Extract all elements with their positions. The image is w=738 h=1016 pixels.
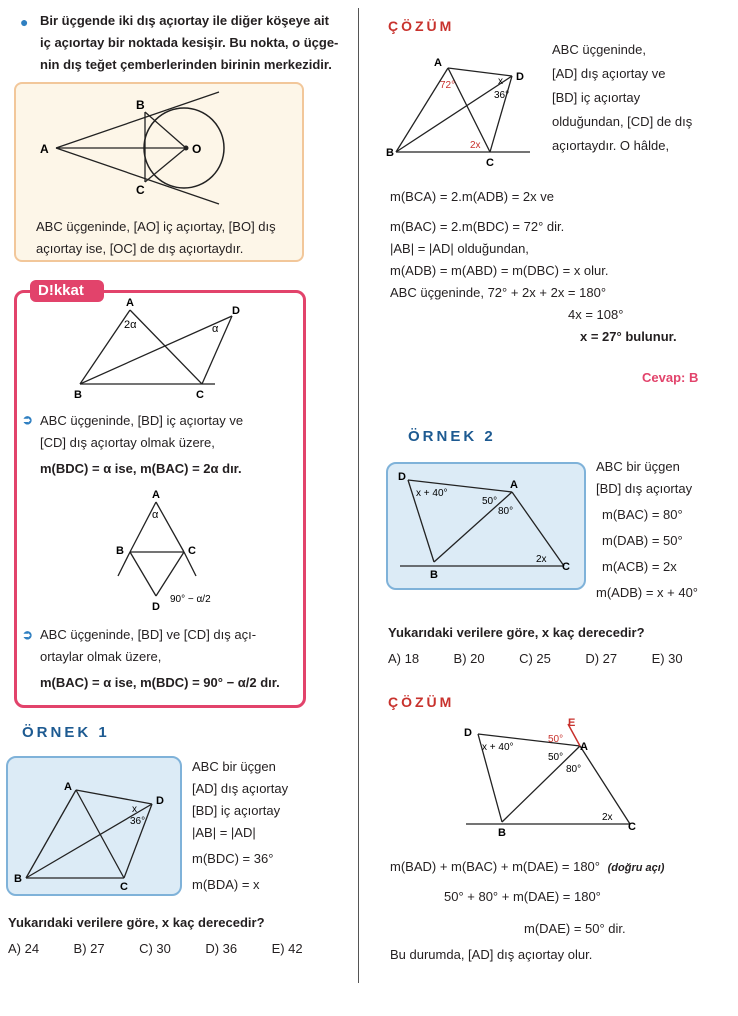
ornek1-options bbox=[8, 940, 348, 958]
label-E: E bbox=[568, 717, 576, 729]
arrow-icon: ➲ bbox=[22, 627, 33, 642]
option-c[interactable]: C) 25 bbox=[519, 651, 551, 666]
dikkat-item-2: ABC üçgeninde, [BD] ve [CD] dış açı- ortaylar olmak üzere, m(BAC) = α ise, m(BDC) = 90° − α/2 dır. bbox=[40, 627, 280, 690]
option-a[interactable]: A) 18 bbox=[388, 651, 420, 666]
label-D: D bbox=[232, 305, 240, 317]
arrow-icon: ➲ bbox=[22, 412, 33, 427]
label-B: B bbox=[74, 389, 82, 401]
ornek1-heading: ÖRNEK 1 bbox=[22, 724, 110, 741]
cozum2-eq1: m(BAD) + m(BAC) + m(DAE) = 180° (doğru açı) bbox=[390, 859, 665, 874]
label-36: 36° bbox=[494, 90, 510, 101]
ornek2-figure bbox=[386, 462, 586, 590]
label-B: B bbox=[498, 827, 506, 839]
ornek2-options bbox=[388, 650, 728, 668]
label-50b: 50° bbox=[548, 752, 564, 763]
label-A: A bbox=[64, 781, 72, 793]
ornek1-given: ABC bir üçgen [AD] dış açıortay [BD] iç açıortay |AB| = |AD| m(BDC) = 36° m(BDA) = x bbox=[192, 759, 289, 892]
option-d[interactable]: D) 27 bbox=[585, 651, 618, 666]
option-c[interactable]: C) 30 bbox=[139, 941, 171, 956]
label-angle: 90° − α/2 bbox=[170, 594, 211, 605]
label-2x: 2x bbox=[602, 812, 613, 823]
intro-text: Bir üçgende iki dış açıortay ile diğer köşeye ait iç açıortay bir noktada kesişir. Bu nokta, o üçge- nin dış teğet çemberlerinden birinin merkezidir. bbox=[40, 13, 339, 72]
intro-note: ABC üçgeninde, [AO] iç açıortay, [BO] dış açıortay ise, [OC] de dış açıortaydır. bbox=[36, 219, 276, 256]
label-alpha: α bbox=[212, 323, 219, 335]
dikkat-label: D!kkat bbox=[30, 280, 104, 302]
label-2x: 2x bbox=[536, 554, 547, 565]
label-x: x bbox=[132, 804, 137, 815]
label-2alpha: 2α bbox=[124, 319, 137, 331]
option-d[interactable]: D) 36 bbox=[205, 941, 238, 956]
cozum1-figure bbox=[382, 40, 542, 170]
ornek2-heading: ÖRNEK 2 bbox=[408, 428, 496, 445]
label-80: 80° bbox=[498, 506, 514, 517]
dikkat-figure-2 bbox=[100, 488, 250, 612]
label-O: O bbox=[192, 142, 202, 156]
option-e[interactable]: E) 42 bbox=[271, 941, 303, 956]
label-C: C bbox=[628, 821, 636, 833]
cozum2-heading: ÇÖZÜM bbox=[388, 694, 455, 710]
label-C: C bbox=[562, 561, 570, 573]
cozum1-text: ABC üçgeninde, [AD] dış açıortay ve [BD] iç açıortay olduğundan, [CD] de dış açıortaydır. O hâlde, bbox=[552, 42, 693, 153]
option-a[interactable]: A) 24 bbox=[8, 941, 40, 956]
column-divider bbox=[358, 8, 359, 983]
label-72: 72° bbox=[440, 80, 456, 91]
cozum1-heading: ÇÖZÜM bbox=[388, 18, 455, 34]
label-B: B bbox=[430, 569, 438, 581]
cozum2-eq2: 50° + 80° + m(DAE) = 180° bbox=[444, 889, 601, 904]
label-B: B bbox=[386, 147, 394, 159]
label-D: D bbox=[152, 601, 160, 612]
label-C: C bbox=[196, 389, 204, 401]
label-A: A bbox=[510, 479, 518, 491]
label-A: A bbox=[152, 489, 160, 501]
label-D: D bbox=[156, 795, 164, 807]
bullet-icon: ● bbox=[20, 14, 29, 30]
ornek2-question: Yukarıdaki verilere göre, x kaç derecedir? bbox=[388, 625, 645, 640]
label-B: B bbox=[116, 545, 124, 557]
label-C: C bbox=[188, 545, 196, 557]
ornek1-question: Yukarıdaki verilere göre, x kaç derecedir? bbox=[8, 915, 265, 930]
cozum2-conclusion: Bu durumda, [AD] dış açıortay olur. bbox=[390, 947, 593, 962]
label-50a: 50° bbox=[548, 734, 564, 745]
option-e[interactable]: E) 30 bbox=[651, 651, 683, 666]
intro-figure bbox=[14, 82, 304, 212]
label-80: 80° bbox=[566, 764, 582, 775]
label-D: D bbox=[464, 727, 472, 739]
cozum2-figure bbox=[456, 716, 646, 840]
cozum2-eq3: m(DAE) = 50° dir. bbox=[524, 921, 626, 936]
label-alpha: α bbox=[152, 509, 159, 521]
label-A: A bbox=[126, 297, 134, 309]
label-D: D bbox=[398, 471, 406, 483]
label-A: A bbox=[434, 57, 442, 69]
ornek1-figure bbox=[6, 756, 182, 896]
label-B: B bbox=[14, 873, 22, 885]
label-D: D bbox=[516, 71, 524, 83]
dikkat-figure-1 bbox=[60, 296, 260, 402]
label-A: A bbox=[580, 741, 588, 753]
label-C: C bbox=[136, 183, 145, 197]
label-C: C bbox=[120, 881, 128, 893]
label-x40: x + 40° bbox=[482, 742, 514, 753]
label-A: A bbox=[40, 142, 49, 156]
label-x40: x + 40° bbox=[416, 488, 448, 499]
label-C: C bbox=[486, 157, 494, 169]
option-b[interactable]: B) 27 bbox=[73, 941, 105, 956]
label-2x: 2x bbox=[470, 140, 481, 151]
cozum1-answer: Cevap: B bbox=[642, 370, 699, 385]
option-b[interactable]: B) 20 bbox=[453, 651, 485, 666]
label-36: 36° bbox=[130, 816, 146, 827]
cozum1-equations: m(BCA) = 2.m(ADB) = 2x ve m(BAC) = 2.m(BDC) = 72° dir. |AB| = |AD| olduğundan, m(ADB) = m(ABD) = m(DBC) = x olur. ABC üçgeninde, 72° + 2x + 2x = 180° 4x = 108° x = 27° bulunur. bbox=[390, 189, 677, 344]
label-x: x bbox=[498, 76, 503, 87]
label-50: 50° bbox=[482, 496, 498, 507]
label-B: B bbox=[136, 98, 145, 112]
ornek2-given: ABC bir üçgen [BD] dış açıortay m(BAC) = 80° m(DAB) = 50° m(ACB) = 2x m(ADB) = x + 40° bbox=[596, 459, 699, 600]
dikkat-item-1: ABC üçgeninde, [BD] iç açıortay ve [CD] dış açıortay olmak üzere, m(BDC) = α ise, m(BAC) = 2α dır. bbox=[40, 413, 244, 476]
